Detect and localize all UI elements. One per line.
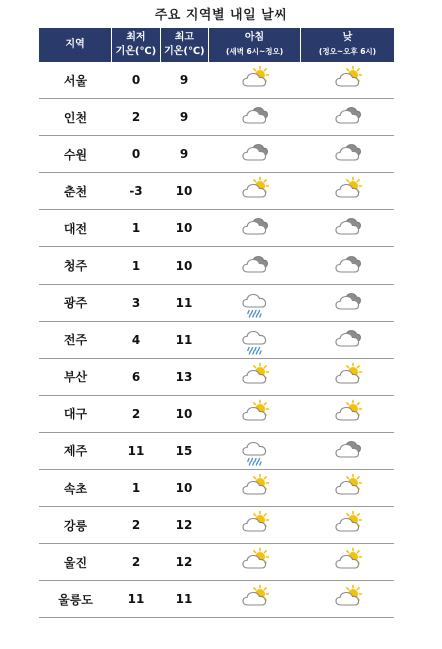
partly-cloudy-icon (239, 399, 269, 429)
day-weather (300, 136, 394, 172)
table-row (39, 507, 394, 544)
day-weather (300, 99, 394, 135)
cloudy-icon (332, 251, 362, 281)
region-name: 대전 (63, 221, 88, 236)
min-temp: 2 (131, 555, 141, 570)
table-row (39, 136, 394, 173)
cloudy-icon (332, 102, 362, 132)
partly-cloudy-icon (332, 65, 362, 95)
day-weather (300, 322, 394, 358)
day-weather (300, 507, 394, 543)
table-row (39, 359, 394, 396)
max-temp: 11 (175, 592, 193, 607)
region-name: 청주 (63, 259, 88, 274)
day-weather (300, 470, 394, 506)
cloudy-icon (332, 436, 362, 466)
table-row (39, 247, 394, 284)
cloudy-icon (332, 213, 362, 243)
table-row (39, 99, 394, 136)
max-temp: 9 (179, 73, 189, 88)
table-row (39, 581, 394, 618)
partly-cloudy-icon (332, 510, 362, 540)
day-weather (300, 173, 394, 209)
table-row (39, 173, 394, 210)
table-row (39, 544, 394, 581)
cloudy-icon (239, 251, 269, 281)
region-name: 울진 (63, 555, 88, 570)
day-weather (300, 544, 394, 580)
table-row (39, 210, 394, 247)
max-temp: 12 (175, 518, 193, 533)
table-row (39, 285, 394, 322)
min-temp: 4 (131, 332, 141, 347)
morning-weather (208, 247, 300, 283)
morning-weather (208, 322, 300, 358)
region-name: 광주 (63, 296, 88, 311)
partly-cloudy-icon (239, 547, 269, 577)
region-name: 인천 (63, 110, 88, 125)
min-temp: 11 (127, 443, 145, 458)
partly-cloudy-icon (239, 65, 269, 95)
partly-cloudy-icon (239, 362, 269, 392)
max-temp: 10 (175, 406, 193, 421)
morning-weather (208, 359, 300, 395)
morning-weather (208, 507, 300, 543)
min-temp: 2 (131, 110, 141, 125)
header-min-temp: 최저 기온(℃) (112, 28, 160, 62)
morning-weather (208, 470, 300, 506)
partly-cloudy-icon (239, 176, 269, 206)
region-name: 제주 (63, 444, 88, 459)
day-weather (300, 581, 394, 617)
region-name: 서울 (63, 73, 88, 88)
cloudy-icon (332, 288, 362, 318)
min-temp: 1 (131, 258, 141, 273)
partly-cloudy-icon (332, 399, 362, 429)
morning-weather (208, 173, 300, 209)
region-name: 춘천 (63, 184, 88, 199)
partly-cloudy-icon (332, 473, 362, 503)
min-temp: 0 (131, 147, 141, 162)
weather-table (39, 28, 394, 618)
header-day: 낮 (정오~오후 6시) (318, 32, 377, 56)
region-name: 울릉도 (58, 592, 93, 607)
min-temp: 2 (131, 406, 141, 421)
rain-icon (239, 288, 269, 318)
morning-weather (208, 210, 300, 246)
partly-cloudy-icon (332, 176, 362, 206)
region-name: 속초 (63, 481, 88, 496)
cloudy-icon (239, 139, 269, 169)
cloudy-icon (239, 213, 269, 243)
rain-icon (239, 436, 269, 466)
min-temp: 1 (131, 221, 141, 236)
morning-weather (208, 544, 300, 580)
max-temp: 11 (175, 332, 193, 347)
page-title: 주요 지역별 내일 날씨 (154, 8, 288, 23)
table-row (39, 470, 394, 507)
header-max-temp: 최고 기온(℃) (161, 28, 209, 62)
partly-cloudy-icon (332, 547, 362, 577)
max-temp: 9 (179, 110, 189, 125)
day-weather (300, 285, 394, 321)
max-temp: 12 (175, 555, 193, 570)
partly-cloudy-icon (239, 473, 269, 503)
min-temp: 6 (131, 369, 141, 384)
cloudy-icon (332, 139, 362, 169)
region-name: 부산 (63, 370, 88, 385)
morning-weather (208, 396, 300, 432)
partly-cloudy-icon (332, 584, 362, 614)
max-temp: 10 (175, 481, 193, 496)
partly-cloudy-icon (239, 510, 269, 540)
region-name: 수원 (63, 147, 88, 162)
max-temp: 13 (175, 369, 193, 384)
max-temp: 11 (175, 295, 193, 310)
partly-cloudy-icon (239, 584, 269, 614)
min-temp: 2 (131, 518, 141, 533)
day-weather (300, 210, 394, 246)
region-name: 강릉 (63, 518, 88, 533)
region-name: 대구 (63, 407, 88, 422)
table-row (39, 62, 394, 99)
max-temp: 10 (175, 184, 193, 199)
rain-icon (239, 325, 269, 355)
min-temp: 0 (131, 73, 141, 88)
cloudy-icon (239, 102, 269, 132)
day-weather (300, 247, 394, 283)
day-weather (300, 359, 394, 395)
table-row (39, 322, 394, 359)
morning-weather (208, 136, 300, 172)
header-morning: 아침 (새벽 6시~정오) (209, 28, 301, 62)
morning-weather (208, 99, 300, 135)
morning-weather (208, 581, 300, 617)
table-header (39, 28, 394, 62)
header-region: 지역 (39, 28, 112, 62)
min-temp: 11 (127, 592, 145, 607)
table-row (39, 396, 394, 433)
region-name: 전주 (63, 333, 88, 348)
morning-weather (208, 285, 300, 321)
cloudy-icon (332, 325, 362, 355)
day-weather (300, 396, 394, 432)
min-temp: -3 (129, 184, 143, 199)
table-body (39, 62, 394, 618)
max-temp: 9 (179, 147, 189, 162)
max-temp: 15 (175, 443, 193, 458)
max-temp: 10 (175, 258, 193, 273)
morning-weather (208, 433, 300, 469)
max-temp: 10 (175, 221, 193, 236)
day-weather (300, 433, 394, 469)
min-temp: 1 (131, 481, 141, 496)
morning-weather (208, 62, 300, 98)
min-temp: 3 (131, 295, 141, 310)
partly-cloudy-icon (332, 362, 362, 392)
day-weather (300, 62, 394, 98)
table-row (39, 433, 394, 470)
